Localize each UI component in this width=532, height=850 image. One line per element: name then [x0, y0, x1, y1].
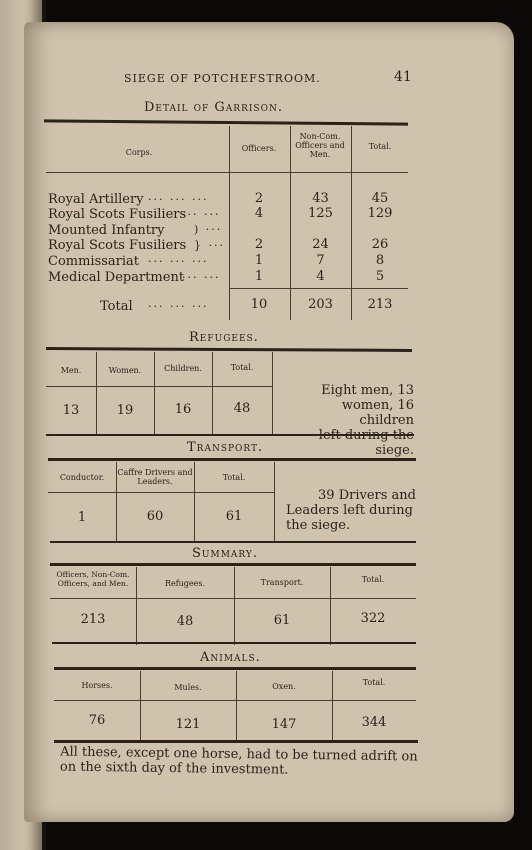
- col-total: Total.: [222, 473, 246, 482]
- animals-top-rule: [54, 667, 416, 670]
- col-oxen: Oxen.: [272, 682, 296, 691]
- row-men: 24: [312, 237, 329, 252]
- value-total: 344: [361, 715, 387, 730]
- col-divider: [229, 126, 230, 320]
- col-mules: Mules.: [174, 683, 202, 692]
- running-title: SIEGE OF POTCHEFSTROOM.: [124, 72, 321, 85]
- leader-dots: ··· ··· ···: [148, 300, 209, 313]
- row-total: 45: [371, 191, 389, 206]
- animals-title: Animals.: [200, 650, 261, 665]
- row-men: 7: [316, 253, 325, 268]
- total-officers: 10: [250, 297, 268, 312]
- col-divider: [96, 352, 97, 434]
- note-line: siege.: [375, 443, 414, 458]
- book-page: [24, 22, 514, 822]
- row-officers: 2: [254, 237, 264, 252]
- col-noncom-men: Non-Com. Officers and Men.: [295, 132, 345, 159]
- garrison-top-rule: [44, 119, 408, 125]
- row-total: 129: [367, 206, 393, 221]
- footer-line: All these, except one horse, had to be turned adrift on: [60, 744, 418, 765]
- animals-bottom-rule: [54, 740, 418, 743]
- col-corps: Corps.: [125, 148, 153, 157]
- footer-line: on the sixth day of the investment.: [59, 759, 289, 778]
- refugees-top-rule: [46, 347, 412, 352]
- header-rule: [46, 172, 408, 173]
- value-refugees: 48: [176, 614, 194, 629]
- row-men: 43: [312, 191, 329, 206]
- col-total: Total.: [230, 363, 254, 372]
- leader-dots: ··· ··· ···: [148, 193, 209, 206]
- row-corps: Royal Scots Fusiliers: [48, 238, 187, 253]
- leader-dots: ··· ···: [182, 271, 221, 284]
- refugees-title: Refugees.: [189, 330, 259, 345]
- total-total: 213: [367, 297, 393, 312]
- garrison-title: Detail of Garrison.: [144, 100, 283, 115]
- note-line: Leaders left during: [286, 503, 413, 518]
- value-conductor: 1: [77, 510, 87, 525]
- note-line: Eight men, 13: [321, 383, 414, 398]
- note-line: women, 16 children: [341, 398, 414, 428]
- refugees-bottom-rule: [46, 434, 414, 436]
- header-rule: [50, 598, 416, 599]
- leader-dots: ··· ··· ···: [148, 255, 209, 268]
- col-children: Children.: [164, 364, 202, 373]
- value-officers-men: 213: [80, 612, 106, 627]
- col-women: Women.: [108, 366, 142, 375]
- total-rule: [230, 288, 408, 289]
- col-transport: Transport.: [260, 578, 304, 587]
- value-women: 19: [116, 403, 134, 418]
- row-corps: Royal Scots Fusiliers: [48, 207, 187, 222]
- transport-bottom-rule: [50, 541, 416, 543]
- col-horses: Horses.: [81, 681, 113, 690]
- header-rule: [46, 386, 272, 387]
- value-total: 322: [360, 611, 386, 626]
- row-officers: 2: [254, 191, 264, 206]
- col-officers-men: Officers, Non-Com. Officers, and Men.: [56, 570, 130, 588]
- transport-note: [286, 488, 416, 533]
- col-men: Men.: [60, 366, 82, 375]
- col-officers: Officers.: [241, 144, 277, 153]
- row-corps: Royal Artillery: [48, 192, 144, 207]
- col-total: Total.: [362, 678, 386, 687]
- note-line: 39 Drivers and: [318, 488, 416, 503]
- transport-title: Transport.: [187, 440, 264, 455]
- header-rule: [48, 492, 274, 493]
- row-officers: 4: [254, 206, 264, 221]
- row-total: 8: [375, 253, 385, 268]
- row-officers: 1: [254, 253, 264, 268]
- col-total: Total.: [361, 575, 385, 584]
- value-oxen: 147: [271, 717, 297, 732]
- summary-top-rule: [50, 563, 416, 566]
- row-corps: Mounted Infantry: [48, 223, 165, 238]
- row-men: 4: [316, 269, 325, 284]
- row-total: 5: [375, 269, 385, 284]
- summary-title: Summary.: [192, 546, 258, 561]
- page-number: 41: [394, 69, 412, 85]
- value-children: 16: [174, 402, 192, 417]
- row-men: 125: [308, 206, 333, 221]
- row-corps: Medical Department: [48, 270, 185, 285]
- total-men: 203: [308, 297, 333, 312]
- col-divider: [290, 126, 291, 320]
- total-label: Total: [100, 299, 133, 314]
- row-total: 26: [371, 237, 389, 252]
- refugees-note: [284, 383, 414, 458]
- summary-bottom-rule: [52, 642, 416, 644]
- value-men: 13: [62, 403, 80, 418]
- col-refugees: Refugees.: [164, 579, 206, 588]
- value-caffre-drivers: 60: [146, 509, 164, 524]
- col-divider: [351, 126, 352, 320]
- footer-note: [60, 744, 420, 779]
- value-total: 61: [225, 509, 243, 524]
- value-horses: 76: [88, 713, 106, 728]
- row-officers: 1: [254, 269, 264, 284]
- value-total: 48: [233, 401, 251, 416]
- value-mules: 121: [175, 717, 201, 732]
- leader-dots: ) ···: [194, 223, 223, 236]
- row-corps: Commissariat: [48, 254, 140, 269]
- transport-top-rule: [48, 458, 416, 461]
- leader-dots: ··· ···: [182, 208, 221, 221]
- note-line: the siege.: [286, 518, 351, 533]
- value-transport: 61: [273, 613, 291, 628]
- col-caffre-drivers: Caffre Drivers and Leaders.: [117, 468, 193, 486]
- col-conductor: Conductor.: [59, 473, 105, 482]
- col-divider: [272, 352, 273, 434]
- col-divider: [274, 462, 275, 542]
- header-rule: [54, 700, 416, 701]
- col-total: Total.: [368, 142, 392, 151]
- leader-dots: } ···: [194, 239, 225, 252]
